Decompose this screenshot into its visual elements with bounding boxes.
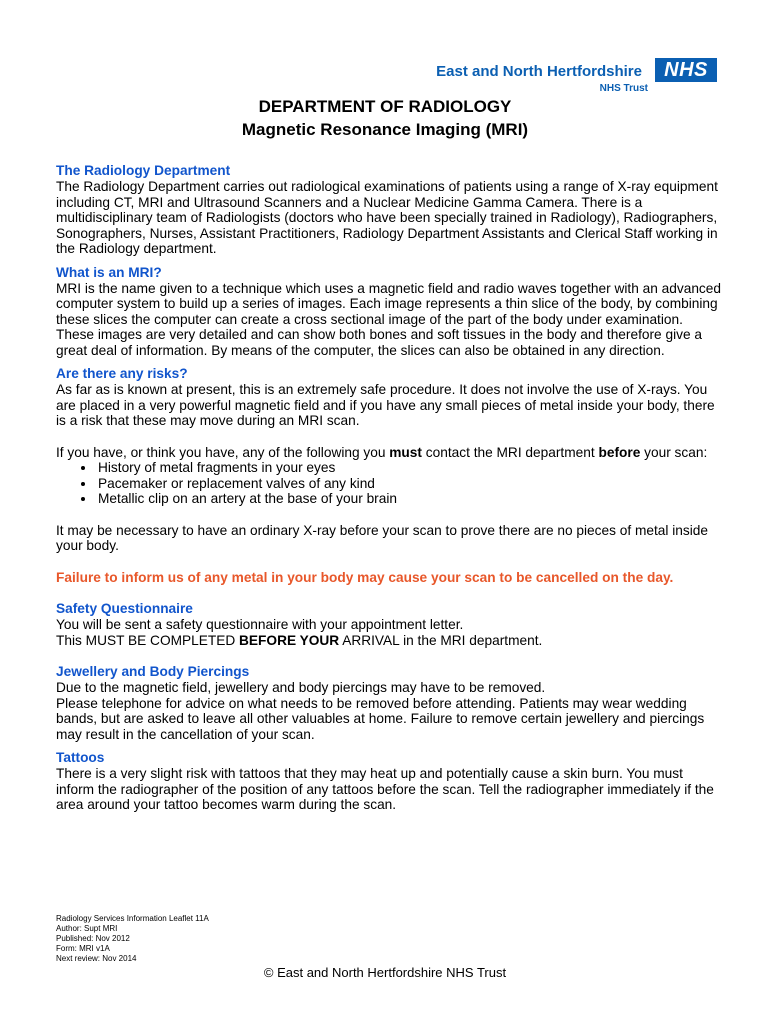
questionnaire-line-2: This MUST BE COMPLETED BEFORE YOUR ARRIVAL in the MRI department. <box>56 632 543 648</box>
list-item: • History of metal fragments in your eyes <box>96 460 722 476</box>
heading-tattoos: Tattoos <box>56 750 105 765</box>
risk-list <box>56 460 722 507</box>
document-metadata <box>56 914 209 964</box>
nhs-logo: NHS <box>655 58 717 82</box>
trust-label: NHS Trust <box>599 83 648 94</box>
list-item: • Pacemaker or replacement valves of any kind <box>96 476 722 492</box>
document-title <box>0 96 770 142</box>
form-version: Form: MRI v1A <box>56 944 110 953</box>
radiology-department-text: The Radiology Department carries out radiological examinations of patients using a range of X-ray equipment including CT, MRI and Ultrasound Scanners and a Nuclear Medicine Gamma Camera. There is a multidisciplinary team of Radiologists (doctors who have been specially trained in Radiology), Radiographers, Sonographers, Nurses, Assistant Practitioners, Radiology Department Assistants and Clerical Staff working in the Radiology department. <box>56 179 718 256</box>
questionnaire-line-1: You will be sent a safety questionnaire with your appointment letter. <box>56 617 464 632</box>
published-date: Published: Nov 2012 <box>56 934 130 943</box>
jewellery-line-1: Due to the magnetic field, jewellery and body piercings may have to be removed. <box>56 680 546 695</box>
jewellery-line-2: Please telephone for advice on what needs to be removed before attending. Patients may wear wedding bands, but are asked to leave all other valuables at home. Failure to remove certain jewellery and piercings may result in the cancellation of your scan. <box>56 695 705 742</box>
what-is-mri-text: MRI is the name given to a technique which uses a magnetic field and radio waves together with an advanced computer system to build up a series of images. Each image represents a thin slice of the body, by combining these slices the computer can create a cross sectional image of the part of the body under examination. These images are very detailed and can show both bones and soft tissues in the body and therefore give a great deal of information. By means of the computer, the slices can also be obtained in any direction. <box>56 280 721 358</box>
contact-instruction: If you have, or think you have, any of the following you must contact the MRI department before your scan: <box>56 444 708 460</box>
department-title: DEPARTMENT OF RADIOLOGY <box>258 97 512 116</box>
risks-text: As far as is known at present, this is an extremely safe procedure. It does not involve the use of X-rays. You are placed in a very powerful magnetic field and if you have any small pieces of metal inside your body, there is a risk that these may move during an MRI scan. <box>56 382 715 428</box>
leaflet-body <box>56 163 722 813</box>
heading-safety-questionnaire: Safety Questionnaire <box>56 601 193 616</box>
copyright-notice: © East and North Hertfordshire NHS Trust <box>263 965 507 980</box>
organisation-name: East and North Hertfordshire <box>436 63 642 80</box>
heading-what-is-mri: What is an MRI? <box>56 264 162 280</box>
heading-jewellery: Jewellery and Body Piercings <box>56 664 250 679</box>
procedure-title: Magnetic Resonance Imaging (MRI) <box>241 120 529 139</box>
heading-radiology-department: The Radiology Department <box>56 163 231 178</box>
leaflet-reference: Radiology Services Information Leaflet 11A <box>56 914 209 923</box>
review-date: Next review: Nov 2014 <box>56 954 137 963</box>
list-item: • Metallic clip on an artery at the base of your brain <box>96 491 722 507</box>
author: Author: Supt MRI <box>56 924 118 933</box>
tattoos-text: There is a very slight risk with tattoos that they may heat up and potentially cause a skin burn. You must inform the radiographer of the position of any tattoos before the scan. Tell the radiographer immediately if the area around your tattoo becomes warm during the scan. <box>56 766 714 812</box>
metal-warning: Failure to inform us of any metal in your body may cause your scan to be cancelled on the day. <box>56 569 674 585</box>
heading-risks: Are there any risks? <box>56 366 188 381</box>
xray-note: It may be necessary to have an ordinary X-ray before your scan to prove there are no pieces of metal inside your body. <box>56 522 709 553</box>
